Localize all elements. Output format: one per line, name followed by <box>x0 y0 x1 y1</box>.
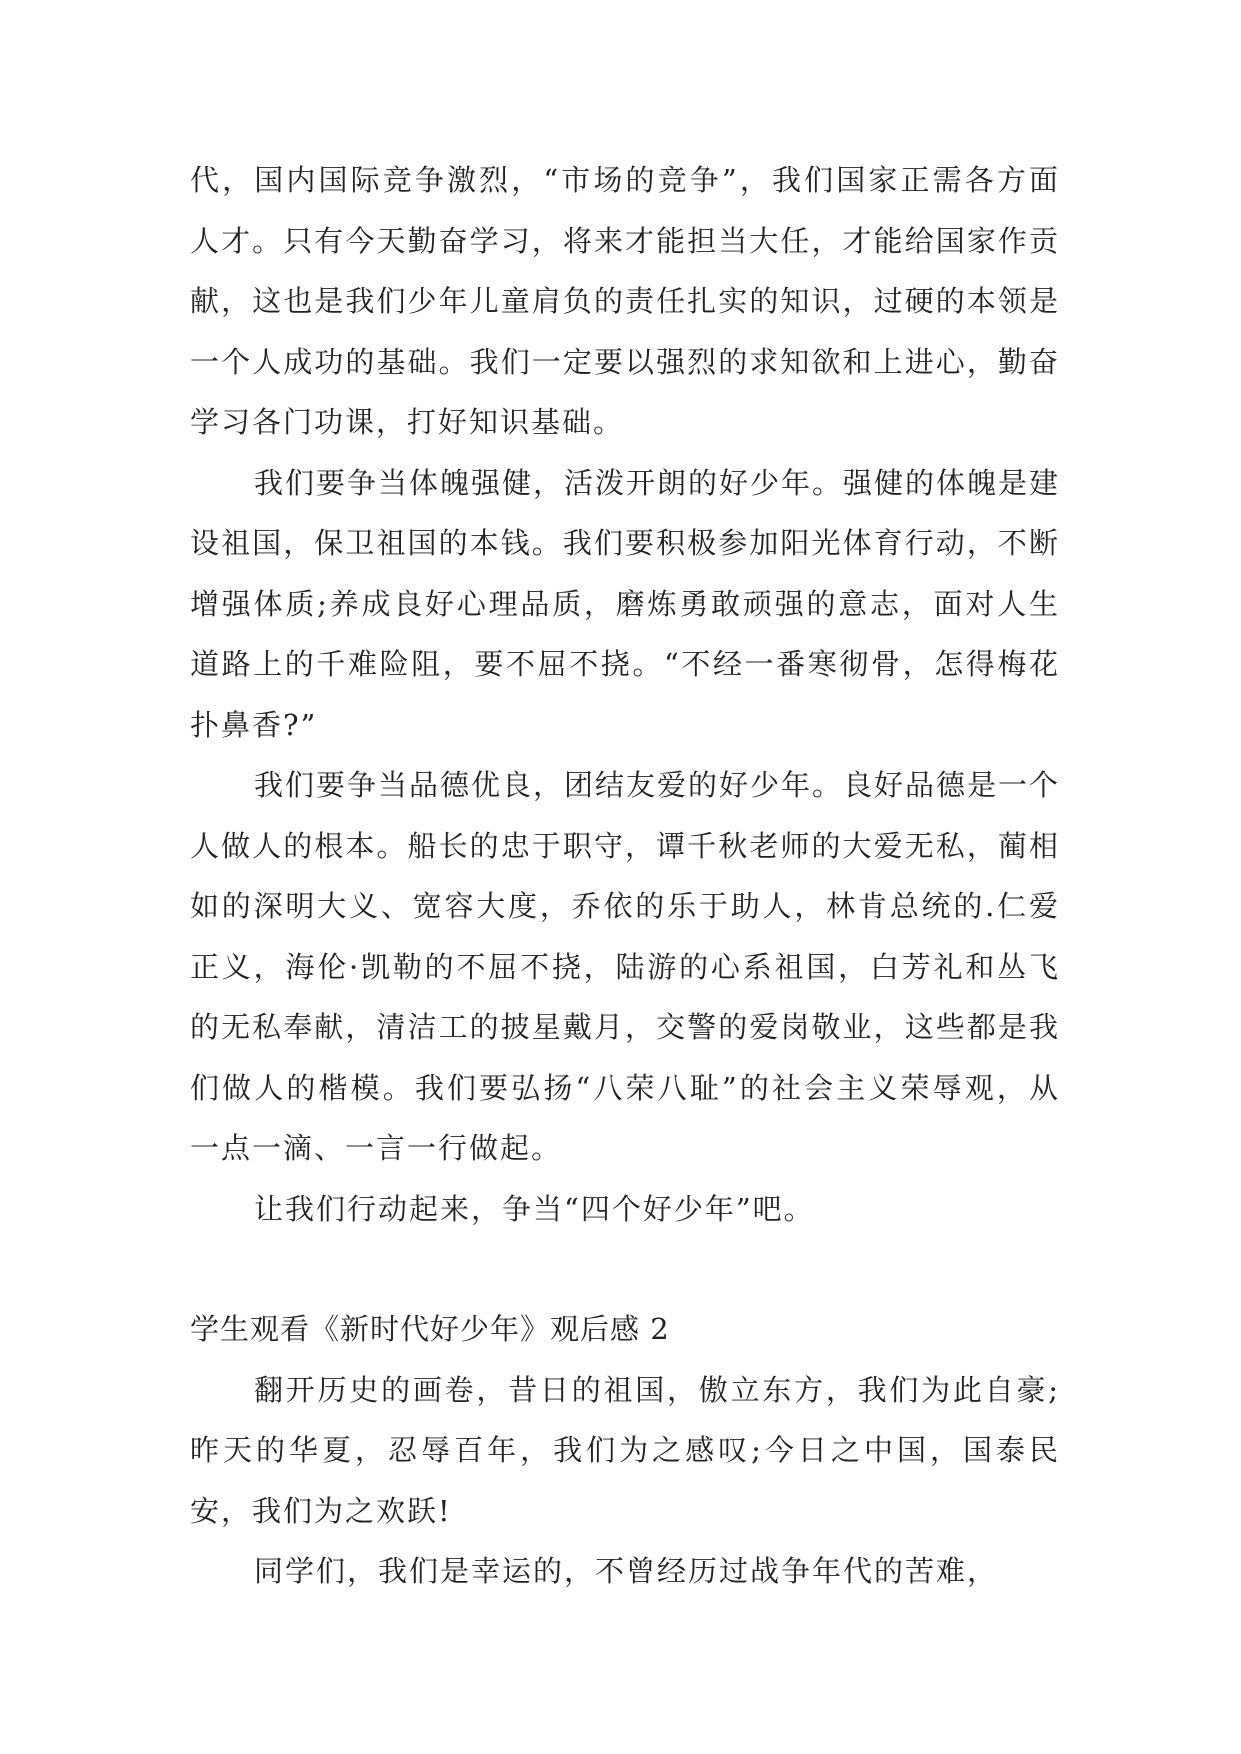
document-body <box>190 150 1060 1602</box>
paragraph-good-morals: 我们要争当品德优良，团结友爱的好少年。良好品德是一个人做人的根本。船长的忠于职守，谭千秋老师的大爱无私，蔺相如的深明大义、宽容大度，乔依的乐于助人，林肯总统的.仁爱正义，海伦·凯勒的不屈不挠，陆游的心系祖国，白芳礼和丛飞的无私奉献，清洁工的披星戴月，交警的爱岗敬业，这些都是我们做人的楷模。我们要弘扬“八荣八耻”的社会主义荣辱观，从一点一滴、一言一行做起。 <box>190 768 1061 1165</box>
paragraph-history: 翻开历史的画卷，昔日的祖国，傲立东方，我们为此自豪;昨天的华夏，忍辱百年，我们为之感叹;今日之中国，国泰民安，我们为之欢跃! <box>190 1372 1060 1528</box>
paragraph-healthy-body: 我们要争当体魄强健，活泼开朗的好少年。强健的体魄是建设祖国，保卫祖国的本钱。我们要积极参加阳光体育行动，不断增强体质;养成良好心理品质，磨炼勇敢顽强的意志，面对人生道路上的千难险阻，要不屈不挠。“不经一番寒彻骨，怎得梅花扑鼻香?” <box>190 465 1061 742</box>
paragraph-call-to-action: 让我们行动起来，争当“四个好少年”吧。 <box>254 1191 815 1226</box>
paragraph-intro-continued: 代，国内国际竞争激烈，“市场的竞争”，我们国家正需各方面人才。只有今天勤奋学习，将来才能担当大任，才能给国家作贡献，这也是我们少年儿童肩负的责任扎实的知识，过硬的本领是一个人成功的基础。我们一定要以强烈的求知欲和上进心，勤奋学习各门功课，打好知识基础。 <box>190 163 1060 439</box>
paragraph-fortunate: 同学们，我们是幸运的，不曾经历过战争年代的苦难， <box>254 1554 999 1588</box>
section-spacer <box>190 1239 1060 1299</box>
section-title: 学生观看《新时代好少年》观后感 2 <box>190 1312 670 1346</box>
